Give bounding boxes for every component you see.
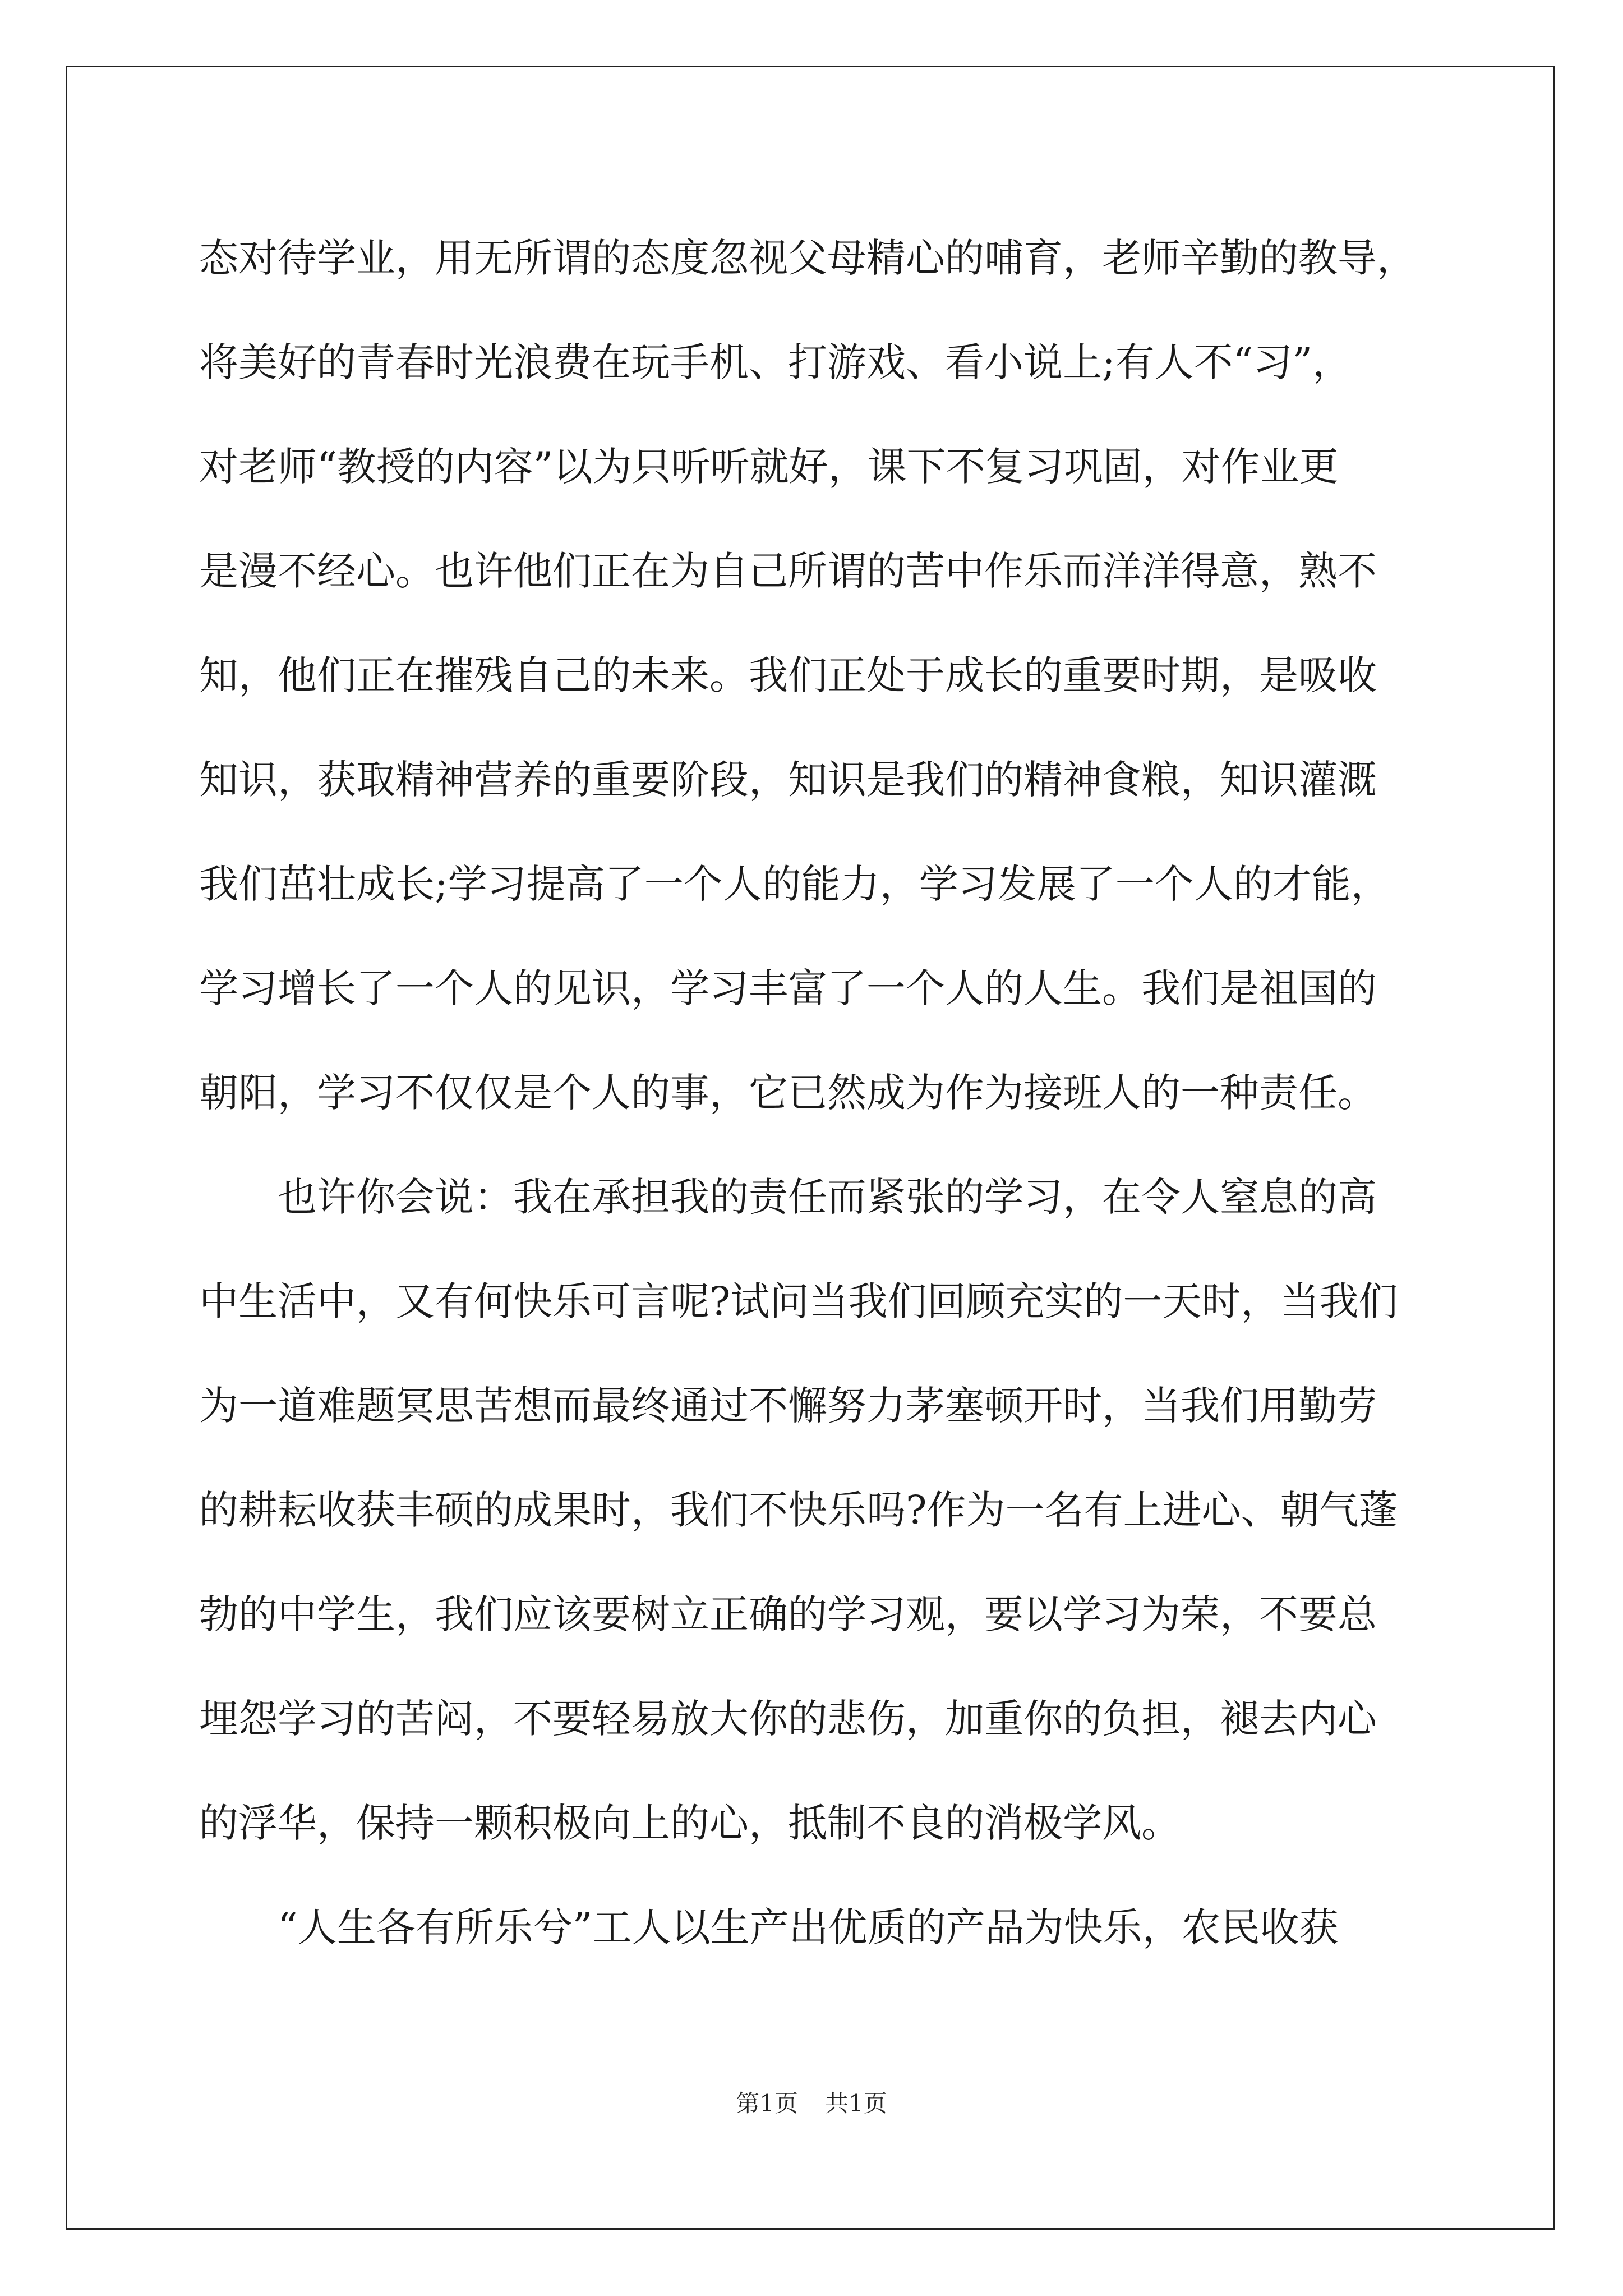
page-footer — [0, 2087, 1623, 2120]
text-line: 知识，获取精神营养的重要阶段，知识是我们的精神食粮，知识灌溉 — [199, 757, 1377, 803]
text-line: 是漫不经心。也许他们正在为自己所谓的苦中作乐而洋洋得意，熟不 — [199, 548, 1377, 594]
text-line: 我们茁壮成长;学习提高了一个人的能力，学习发展了一个人的才能， — [199, 861, 1390, 907]
paragraph-start-line: “人生各有所乐兮”工人以生产出优质的产品为快乐，农民收获 — [278, 1904, 1339, 1950]
text-line: 的浮华，保持一颗积极向上的心，抵制不良的消极学风。 — [199, 1800, 1181, 1846]
text-line: 对老师“教授的内容”以为只听听就好，课下不复习巩固，对作业更 — [199, 444, 1339, 490]
paragraph-start-line: 也许你会说：我在承担我的责任而紧张的学习，在令人窒息的高 — [278, 1174, 1377, 1220]
text-line: 埋怨学习的苦闷，不要轻易放大你的悲伤，加重你的负担，褪去内心 — [199, 1696, 1377, 1742]
page-number: 第1页 — [736, 2090, 798, 2117]
text-line: 勃的中学生，我们应该要树立正确的学习观，要以学习为荣，不要总 — [199, 1591, 1377, 1637]
text-line: 学习增长了一个人的见识，学习丰富了一个人的人生。我们是祖国的 — [199, 965, 1377, 1011]
text-line: 知，他们正在摧残自己的未来。我们正处于成长的重要时期，是吸收 — [199, 652, 1377, 698]
text-line: 为一道难题冥思苦想而最终通过不懈努力茅塞顿开时，当我们用勤劳 — [199, 1383, 1377, 1429]
document-body — [199, 222, 1433, 1995]
page-total: 共1页 — [825, 2090, 887, 2117]
text-line: 将美好的青春时光浪费在玩手机、打游戏、看小说上;有人不“习”， — [199, 339, 1352, 385]
text-line: 中生活中，又有何快乐可言呢?试问当我们回顾充实的一天时，当我们 — [199, 1278, 1398, 1324]
text-line: 朝阳，学习不仅仅是个人的事，它已然成为作为接班人的一种责任。 — [199, 1070, 1377, 1116]
text-line: 的耕耘收获丰硕的成果时，我们不快乐吗?作为一名有上进心、朝气蓬 — [199, 1487, 1398, 1533]
text-line: 态对待学业，用无所谓的态度忽视父母精心的哺育，老师辛勤的教导， — [199, 235, 1416, 281]
